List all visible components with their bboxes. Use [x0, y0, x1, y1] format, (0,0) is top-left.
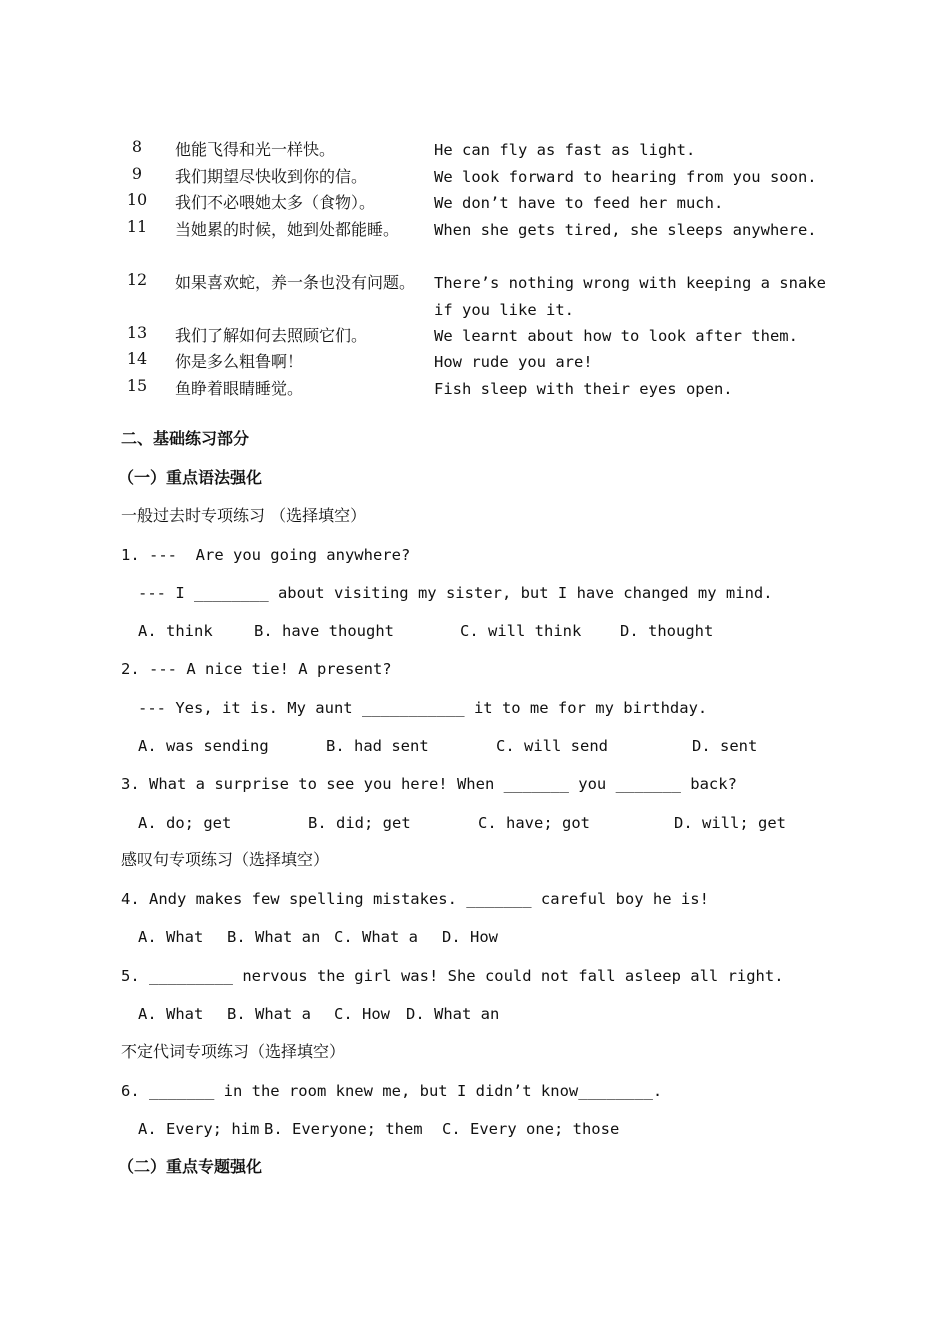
row-chinese: 鱼睁着眼睛睡觉。: [175, 379, 304, 398]
exercise-group-title: 感叹句专项练习（选择填空）: [121, 850, 330, 869]
option-c: C. will think: [460, 622, 582, 640]
option-d: D. will; get: [674, 814, 786, 832]
row-english: There’s nothing wrong with keeping a snake: [434, 274, 826, 292]
row-chinese: 我们了解如何去照顾它们。: [175, 326, 368, 345]
option-c: C. What a: [334, 928, 418, 946]
option-a: A. do; get: [138, 814, 232, 832]
row-chinese: 他能飞得和光一样快。: [175, 140, 336, 159]
option-c: C. How: [334, 1005, 390, 1023]
option-c: C. Every one; those: [442, 1120, 620, 1138]
option-d: D. sent: [692, 737, 758, 755]
subsection-title: （二）重点专题强化: [118, 1157, 263, 1176]
option-b: B. did; get: [308, 814, 411, 832]
row-english: We learnt about how to look after them.: [434, 327, 798, 345]
question-1-response: --- I ________ about visiting my sister, but I have changed my mind.: [138, 584, 773, 602]
option-a: A. think: [138, 622, 213, 640]
section-title: 二、基础练习部分: [121, 429, 250, 448]
option-b: B. Everyone; them: [264, 1120, 423, 1138]
row-number: 14: [126, 349, 148, 368]
row-number: 13: [126, 323, 148, 342]
option-c: C. have; got: [478, 814, 590, 832]
row-english: We don’t have to feed her much.: [434, 194, 724, 212]
question-5: 5. _________ nervous the girl was! She could not fall asleep all right.: [121, 967, 784, 985]
question-1: 1. --- Are you going anywhere?: [121, 546, 411, 564]
row-number: 10: [126, 190, 148, 209]
option-c: C. will send: [496, 737, 608, 755]
option-b: B. What an: [227, 928, 321, 946]
row-number: 15: [126, 376, 148, 395]
row-chinese: 我们不必喂她太多（食物）。: [175, 193, 376, 212]
question-2-response: --- Yes, it is. My aunt ___________ it to me for my birthday.: [138, 699, 708, 717]
row-chinese: 我们期望尽快收到你的信。: [175, 167, 368, 186]
row-number: 8: [131, 137, 143, 156]
option-b: B. What a: [227, 1005, 311, 1023]
row-english: Fish sleep with their eyes open.: [434, 380, 733, 398]
row-number: 12: [126, 270, 148, 289]
exercise-group-title: 不定代词专项练习（选择填空）: [121, 1042, 346, 1061]
row-english: We look forward to hearing from you soon.: [434, 168, 817, 186]
subsection-title: （一）重点语法强化: [118, 468, 263, 487]
row-english: He can fly as fast as light.: [434, 141, 696, 159]
question-2: 2. --- A nice tie! A present?: [121, 660, 392, 678]
option-a: A. What: [138, 928, 204, 946]
question-6: 6. _______ in the room knew me, but I didn’t know________.: [121, 1082, 663, 1100]
row-english: How rude you are!: [434, 353, 593, 371]
row-chinese: 当她累的时候，她到处都能睡。: [175, 220, 400, 239]
question-3: 3. What a surprise to see you here! When _______ you _______ back?: [121, 775, 737, 793]
row-english-continued: if you like it.: [434, 300, 574, 319]
row-chinese: 如果喜欢蛇，养一条也没有问题。: [175, 273, 416, 292]
option-d: D. thought: [620, 622, 714, 640]
row-chinese: 你是多么粗鲁啊！: [175, 352, 304, 371]
option-d: D. What an: [406, 1005, 500, 1023]
option-d: D. How: [442, 928, 498, 946]
question-4: 4. Andy makes few spelling mistakes. _______ careful boy he is!: [121, 890, 709, 908]
option-a: A. was sending: [138, 737, 269, 755]
option-a: A. Every; him: [138, 1120, 260, 1138]
option-a: A. What: [138, 1005, 204, 1023]
exercise-group-title: 一般过去时专项练习 （选择填空）: [121, 506, 367, 525]
row-english: When she gets tired, she sleeps anywhere.: [434, 221, 817, 239]
option-b: B. have thought: [254, 622, 394, 640]
row-number: 11: [126, 217, 148, 236]
option-b: B. had sent: [326, 737, 429, 755]
row-number: 9: [131, 164, 143, 183]
